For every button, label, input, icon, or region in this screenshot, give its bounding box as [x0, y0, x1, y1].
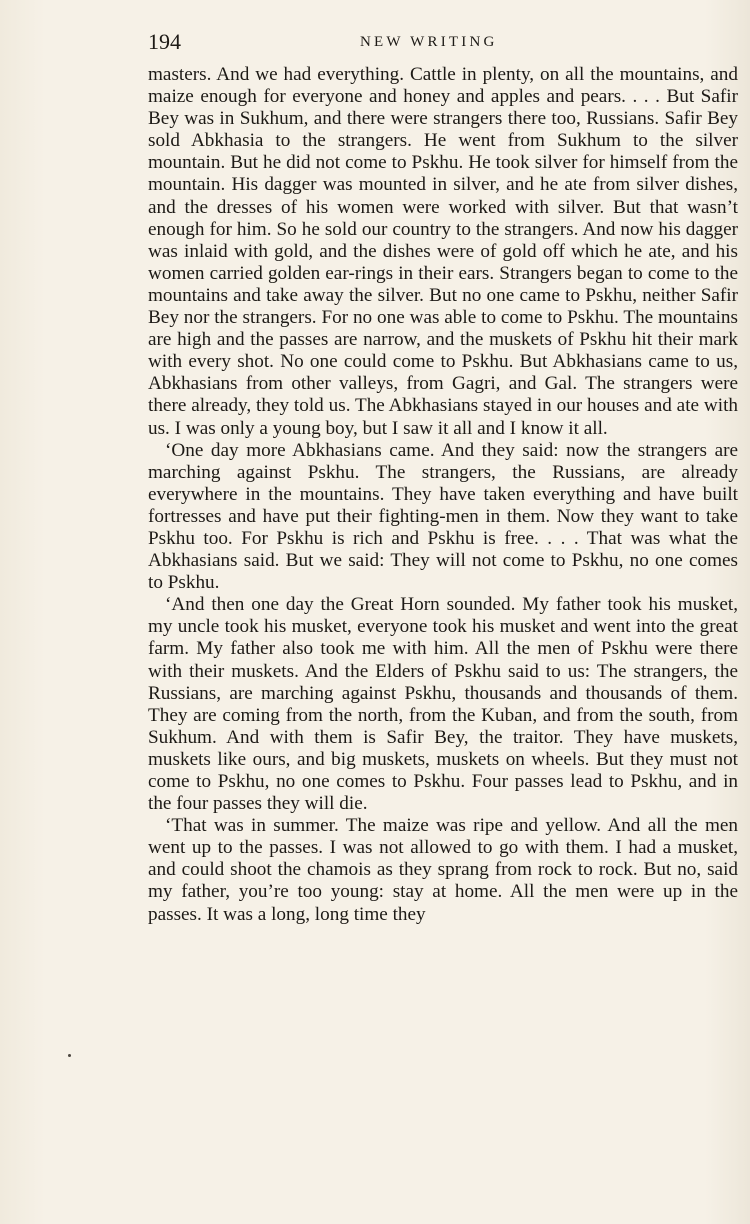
paragraph-1: masters. And we had everything. Cattle in plenty, on all the mountains, and maize enough for everyone and honey and apples and pears. . . . But Safir Bey was in Sukhum, and there were strangers there too, Russians. Safir Bey sold Abkhasia to the strangers. He went from Sukhum to the silver mountain. But he did not come to Pskhu. He took silver for himself from the mountain. His dagger was mounted in silver, and he ate from silver dishes, and the dresses of his women were worked with silver. But that wasn’t enough for him. So he sold our country to the strangers. And now his dagger was inlaid with gold, and the dishes were of gold off which he ate, and his women carried golden ear-rings in their ears. Strangers began to come to the mountains and take away the silver. But no one came to Pskhu, neither Safir Bey nor the strangers. For no one was able to come to Pskhu. The mountains are high and the passes are narrow, and the muskets of Pskhu hit their mark with every shot. No one could come to Pskhu. But Abkhasians came to us, Abkhasians from other valleys, from Gagri, and Gal. The strangers were there already, they told us. The Abkhasians stayed in our houses and ate with us. I was only a young boy, but I saw it all and I know it all.	[148, 64, 738, 439]
body-text	[148, 64, 738, 926]
paper-speck	[68, 1054, 71, 1057]
paragraph-3: ‘And then one day the Great Horn sounded. My father took his musket, my uncle took his musket, everyone took his musket and went into the great farm. My father also took me with him. All the men of Pskhu were there with their muskets. And the Elders of Pskhu said to us: The strangers, the Russians, are marching against Pskhu, thousands and thousands of them. They are coming from the north, from the Kuban, and from the south, from Sukhum. And with them is Safir Bey, the traitor. They have muskets, muskets like ours, and big muskets, muskets on wheels. But they must not come to Pskhu, no one comes to Pskhu. Four passes lead to Pskhu, and in the four passes they will die.	[148, 594, 738, 815]
page-number: 194	[148, 29, 181, 54]
running-head: NEW WRITING	[360, 34, 498, 50]
paragraph-4: ‘That was in summer. The maize was ripe and yellow. And all the men went up to the passes. I was not allowed to go with them. I had a musket, and could shoot the chamois as they sprang from rock to rock. But no, said my father, you’re too young: stay at home. All the men were up in the passes. It was a long, long time they	[148, 815, 738, 925]
page-header	[148, 28, 738, 56]
paragraph-2: ‘One day more Abkhasians came. And they said: now the strangers are marching against Pskhu. The strangers, the Russians, are already everywhere in the mountains. They have taken everything and have built fortresses and have put their fighting-men in them. Now they want to take Pskhu too. For Pskhu is rich and Pskhu is free. . . . That was what the Abkhasians said. But we said: They will not come to Pskhu, no one comes to Pskhu.	[148, 439, 738, 594]
